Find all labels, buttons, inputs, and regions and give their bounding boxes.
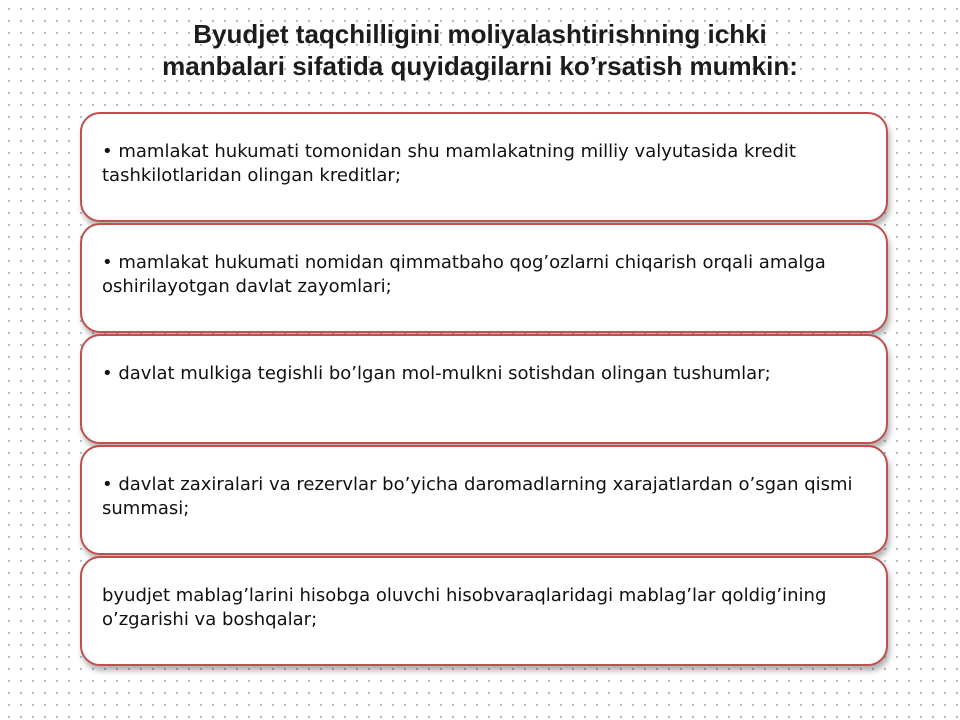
source-list <box>80 112 888 667</box>
slide-title-line-1: Byudjet taqchilligini moliyalashtirishning ichki <box>193 19 767 49</box>
source-text: • mamlakat hukumati tomonidan shu mamlakatning milliy valyutasida kredit tashkilotlaridan olingan kreditlar; <box>102 141 796 186</box>
slide-title-line-2: manbalari sifatida quyidagilarni ko’rsatish mumkin: <box>162 51 798 81</box>
source-box-government-credits <box>80 112 888 222</box>
source-text: • mamlakat hukumati nomidan qimmatbaho qog’ozlarni chiqarish orqali amalga oshirilayotgan davlat zayomlari; <box>102 252 826 297</box>
source-box-account-balances <box>80 556 888 666</box>
slide-title <box>40 18 920 82</box>
source-text: • davlat mulkiga tegishli bo’lgan mol-mulkni sotishdan olingan tushumlar; <box>102 363 771 384</box>
source-text: • davlat zaxiralari va rezervlar bo’yicha daromadlarning xarajatlardan o’sgan qismi summasi; <box>102 474 853 519</box>
source-box-state-loans <box>80 223 888 333</box>
source-box-property-sales <box>80 334 888 444</box>
source-box-reserves-surplus <box>80 445 888 555</box>
source-text: byudjet mablag’larini hisobga oluvchi hisobvaraqlaridagi mablag’lar qoldig’ining o’zgarishi va boshqalar; <box>102 585 827 630</box>
